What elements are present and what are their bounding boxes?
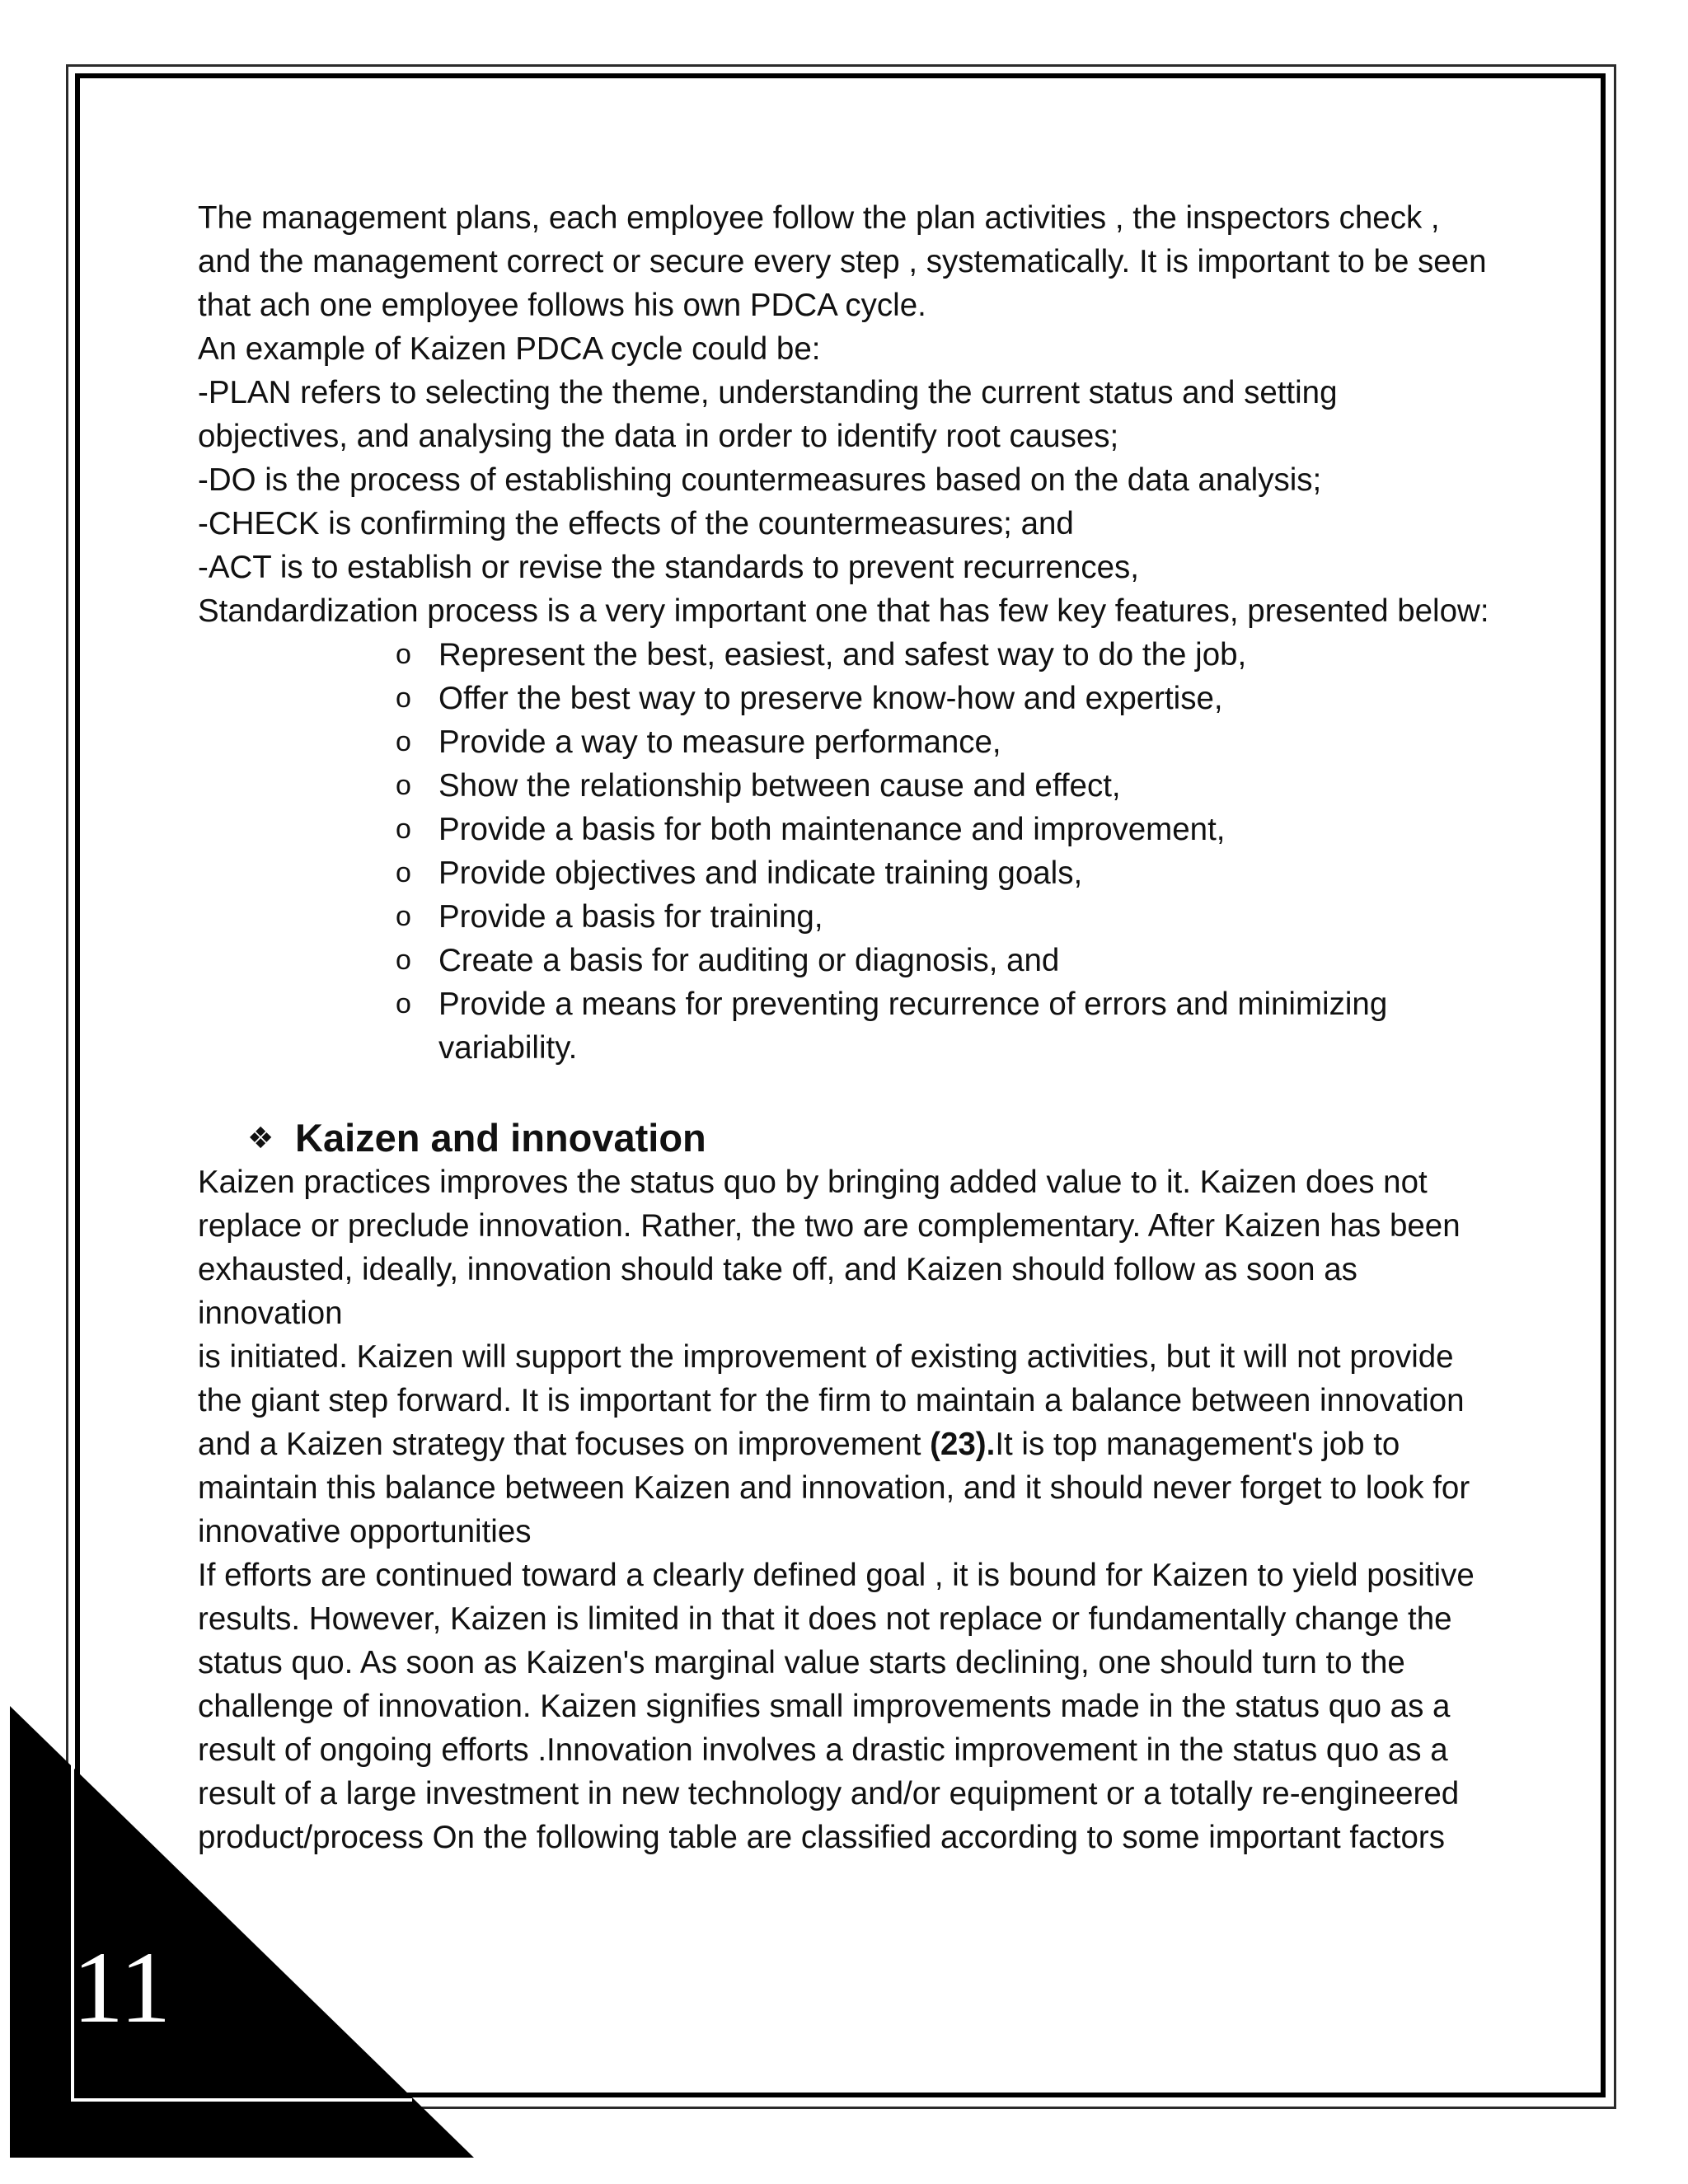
list-item: o Provide a means for preventing recurrence of errors and minimizing variability. (396, 982, 1492, 1070)
circle-bullet-icon: o (396, 726, 411, 757)
circle-bullet-icon: o (396, 901, 411, 932)
section-paragraph: is initiated. Kaizen will support the improvement of existing activities, but it will not provide the giant step forward. It is important for the firm to maintain a balance between innovation and a Kaizen strategy that focuses on improvement (23).It is top management's job to maintain this balance between Kaizen and innovation, and it should never forget to look for innovative opportunities (198, 1339, 1470, 1549)
pdca-plan-line: -PLAN refers to selecting the theme, understanding the current status and setting objectives, and analysing the data in order to identify root causes; (198, 375, 1338, 454)
circle-bullet-icon: o (396, 988, 411, 1019)
list-item: o Provide a way to measure performance, (396, 720, 1492, 764)
list-item: o Provide objectives and indicate training goals, (396, 851, 1492, 895)
intro-paragraph: An example of Kaizen PDCA cycle could be: (198, 331, 821, 367)
pdca-check-line: -CHECK is confirming the effects of the countermeasures; and (198, 506, 1074, 541)
list-item: o Offer the best way to preserve know-how and expertise, (396, 677, 1492, 720)
list-item: o Provide a basis for training, (396, 895, 1492, 939)
circle-bullet-icon: o (396, 770, 411, 801)
section-title: Kaizen and innovation (295, 1115, 706, 1160)
circle-bullet-icon: o (396, 639, 411, 670)
pdca-do-line: -DO is the process of establishing countermeasures based on the data analysis; (198, 462, 1322, 498)
pdca-act-line: -ACT is to establish or revise the standards to prevent recurrences, (198, 550, 1139, 585)
circle-bullet-icon: o (396, 857, 411, 888)
diamond-bullet-icon: ❖ (247, 1120, 274, 1155)
list-item: o Show the relationship between cause and effect, (396, 764, 1492, 808)
circle-bullet-icon: o (396, 813, 411, 845)
list-item: o Create a basis for auditing or diagnosis, and (396, 939, 1492, 982)
intro-paragraph: The management plans, each employee follow the plan activities , the inspectors check , and the management correct or secure every step , systematically. It is important to be seen that ach one employee follows his own PDCA cycle. (198, 200, 1487, 323)
circle-bullet-icon: o (396, 682, 411, 714)
section-paragraph: If efforts are continued toward a clearly defined goal , it is bound for Kaizen to yield positive results. However, Kaizen is limited in that it does not replace or fundamentally change the status quo. As soon as Kaizen's marginal value starts declining, one should turn to the challenge of innovation. Kaizen signifies small improvements made in the status quo as a result of ongoing efforts .Innovation involves a drastic improvement in the status quo as a result of a large investment in new technology and/or equipment or a totally re-engineered product/process On the following table are classified according to some important factors (198, 1558, 1475, 1855)
list-item: o Represent the best, easiest, and safest way to do the job, (396, 633, 1492, 677)
list-item: o Provide a basis for both maintenance and improvement, (396, 808, 1492, 851)
section-paragraph: Kaizen practices improves the status quo by bringing added value to it. Kaizen does not replace or preclude innovation. Rather, the two are complementary. After Kaizen has been exhausted, ideally, innovation should take off, and Kaizen should follow as soon as innovation (198, 1165, 1461, 1331)
page-number: 11 (73, 1931, 171, 2044)
intro-paragraph: Standardization process is a very important one that has few key features, presented below: (198, 593, 1489, 629)
citation: (23). (930, 1427, 996, 1462)
circle-bullet-icon: o (396, 944, 411, 976)
